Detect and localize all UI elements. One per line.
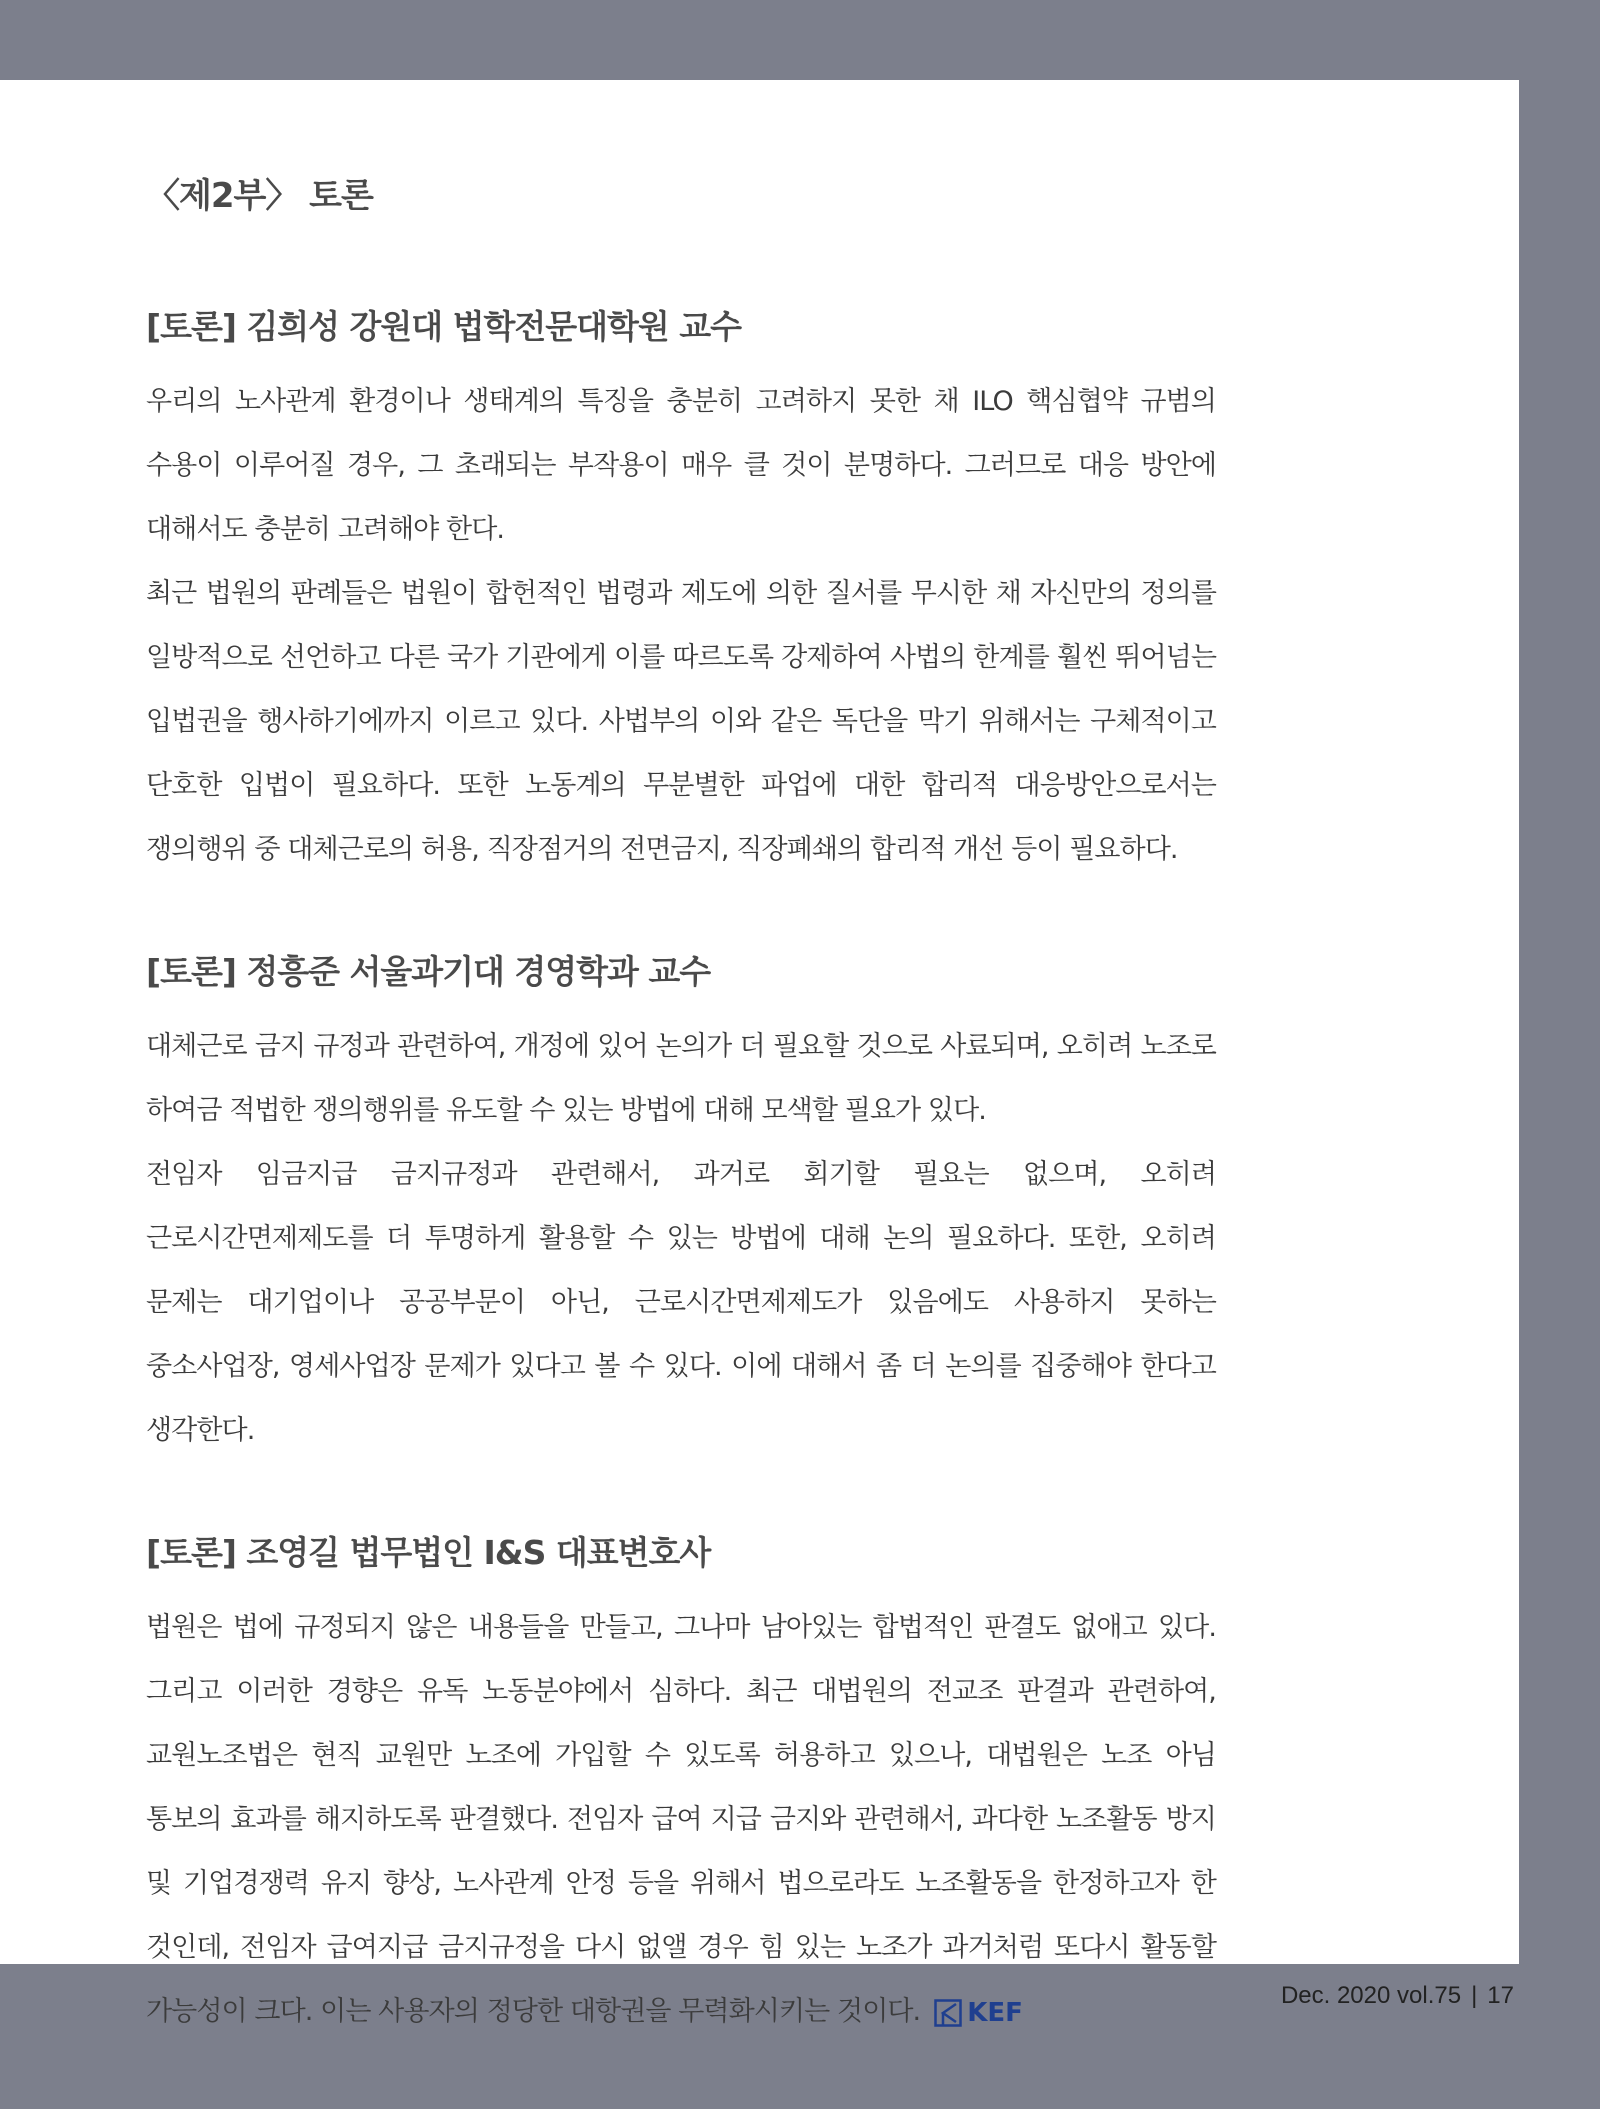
section-title: [토론] 조영길 법무법인 I&S 대표변호사 (146, 1533, 711, 1572)
paragraph: 대체근로 금지 규정과 관련하여, 개정에 있어 논의가 더 필요할 것으로 사료되며, 오히려 노조로 하여금 적법한 쟁의행위를 유도할 수 있는 방법에 대해 모색할 필요가 있다. (146, 1031, 1216, 1126)
paragraph: 전임자 임금지급 금지규정과 관련해서, 과거로 회기할 필요는 없으며, 오히려 근로시간면제제도를 더 투명하게 활용할 수 있는 방법에 대해 논의 필요하다. 또한, 오히려 문제는 대기업이나 공공부문이 아닌, 근로시간면제제도가 있음에도 사용하지 못하는 중소사업장, 영세사업장 문제가 있다고 볼 수 있다. 이에 대해서 좀 더 논의를 집중해야 한다고 생각한다. (146, 1159, 1216, 1446)
paragraph: 최근 법원의 판례들은 법원이 합헌적인 법령과 제도에 의한 질서를 무시한 채 자신만의 정의를 일방적으로 선언하고 다른 국가 기관에게 이를 따르도록 강제하여 사법의 한계를 훨씬 뛰어넘는 입법권을 행사하기에까지 이르고 있다. 사법부의 이와 같은 독단을 막기 위해서는 구체적이고 단호한 입법이 필요하다. 또한 노동계의 무분별한 파업에 대한 합리적 대응방안으로서는 쟁의행위 중 대체근로의 허용, 직장점거의 전면금지, 직장폐쇄의 합리적 개선 등이 필요하다. (146, 578, 1216, 865)
section-title: [토론] 정흥준 서울과기대 경영학과 교수 (146, 952, 711, 991)
discussion-section-3 (146, 1527, 1216, 2045)
discussion-section-2 (146, 946, 1216, 1463)
footer-separator: | (1471, 1982, 1478, 2009)
page-footer (1281, 1982, 1514, 2010)
page-number: 17 (1487, 1982, 1514, 2009)
kef-logo-icon (934, 1999, 962, 2027)
kef-logo (934, 1981, 1023, 2045)
issue-label: Dec. 2020 vol.75 (1280, 1982, 1462, 2009)
section-title: [토론] 김희성 강원대 법학전문대학원 교수 (146, 307, 742, 346)
paragraph-text: 법원은 법에 규정되지 않은 내용들을 만들고, 그나마 남아있는 합법적인 판결도 없애고 있다. 그리고 이러한 경향은 유독 노동분야에서 심하다. 최근 대법원의 전교조 판결과 관련하여, 교원노조법은 현직 교원만 노조에 가입할 수 있도록 허용하고 있으나, 대법원은 노조 아님 통보의 효과를 해지하도록 판결했다. 전임자 급여 지급 금지와 관련해서, 과다한 노조활동 방지 및 기업경쟁력 유지 향상, 노사관계 안정 등을 위해서 법으로라도 노조활동을 한정하고자 한 것인데, 전임자 급여지급 금지규정을 다시 없앨 경우 힘 있는 노조가 과거처럼 또다시 활동할 가능성이 크다. 이는 사용자의 정당한 대항권을 무력화시키는 것이다. (146, 1612, 1216, 2027)
paragraph: 우리의 노사관계 환경이나 생태계의 특징을 충분히 고려하지 못한 채 ILO 핵심협약 규범의 수용이 이루어질 경우, 그 초래되는 부작용이 매우 클 것이 분명하다. 그러므로 대응 방안에 대해서도 충분히 고려해야 한다. (146, 386, 1216, 545)
kef-logo-text: KEF (967, 1997, 1023, 2028)
article-body (146, 168, 1216, 2109)
paragraph (146, 1596, 1216, 2045)
discussion-section-1 (146, 301, 1216, 882)
part-title: 〈제2부〉 토론 (146, 176, 373, 216)
